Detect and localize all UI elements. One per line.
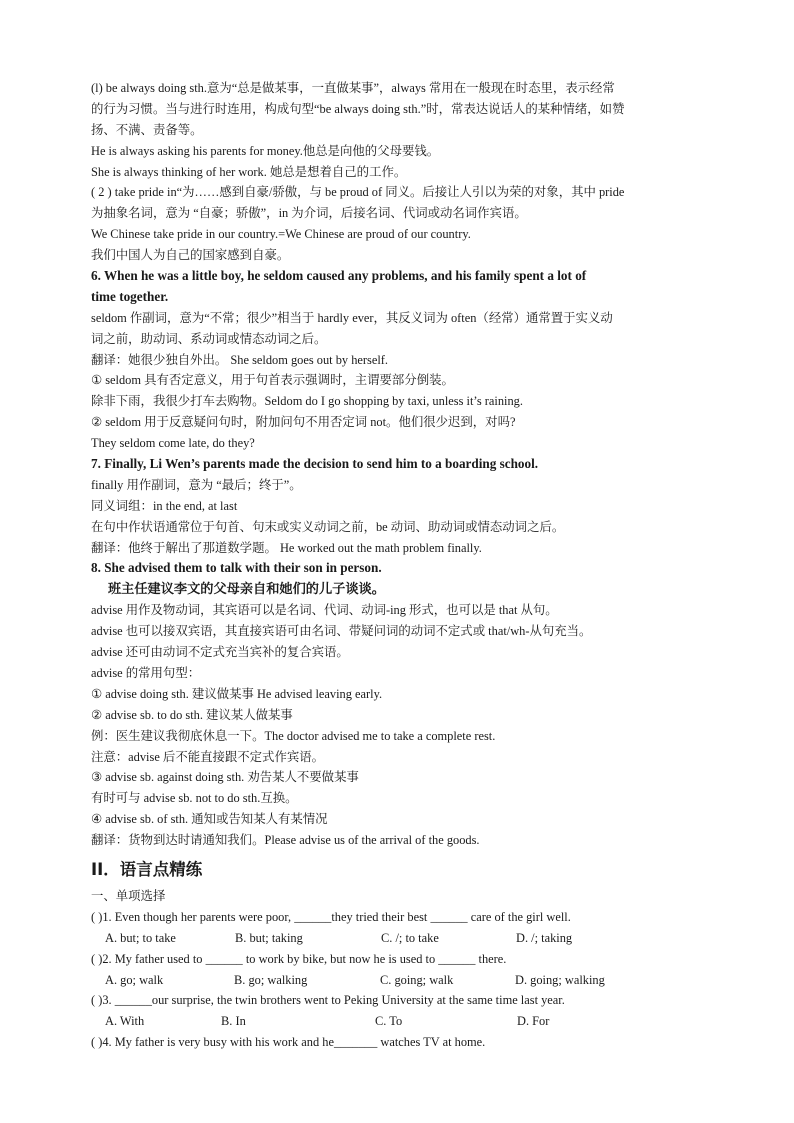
point-7	[91, 454, 703, 558]
example-line: She is always thinking of her work. 她总是想着自己的工作。	[91, 164, 407, 179]
question-2	[91, 949, 703, 991]
note-line: ③ advise sb. against doing sth. 劝告某人不要做某事	[91, 770, 359, 785]
option-d: D. going; walking	[515, 972, 605, 987]
question-options	[91, 928, 703, 949]
point-6	[91, 266, 703, 454]
note-line: 翻译：他终于解出了那道数学题。 He worked out the math problem finally.	[91, 540, 482, 555]
example-line: We Chinese take pride in our country.=We Chinese are proud of our country.	[91, 227, 471, 242]
option-c: C. /; to take	[381, 930, 439, 945]
note-line: 的行为习惯。当与进行时连用，构成句型“be always doing sth.”时，常表达说话人的某种情绪，如赞	[91, 101, 625, 116]
question-options	[91, 1011, 703, 1032]
option-b: B. go; walking	[234, 972, 308, 987]
point-6-heading: 6. When he was a little boy, he seldom caused any problems, and his family spent a lot of	[91, 268, 587, 284]
note-line: seldom 作副词，意为“不常；很少”相当于 hardly ever，其反义词为 often（经常）通常置于实义动	[91, 310, 613, 325]
question-stem: ( )2. My father used to ______ to work by bike, but now he is used to ______ there.	[91, 951, 507, 966]
option-b: B. but; taking	[235, 930, 303, 945]
option-a: A. go; walk	[105, 972, 164, 987]
question-4	[91, 1032, 703, 1053]
option-a: A. With	[105, 1014, 145, 1029]
option-d: D. /; taking	[516, 930, 573, 945]
note-line: They seldom come late, do they?	[91, 436, 255, 451]
question-1	[91, 907, 703, 949]
note-line: advise 用作及物动词，其宾语可以是名词、代词、动词-ing 形式，也可以是 that 从句。	[91, 603, 558, 618]
note-line: 为抽象名词，意为 “自豪；骄傲”，in 为介词，后接名词、代词或动名词作宾语。	[91, 206, 527, 221]
point-8-heading: 8. She advised them to talk with their son in person.	[91, 560, 382, 576]
note-line: ② seldom 用于反意疑问句时，附加问句不用否定词 not。他们很少迟到，对吗?	[91, 415, 516, 430]
question-stem: ( )3. ______our surprise, the twin brothers went to Peking University at the same time last year.	[91, 993, 565, 1008]
question-stem: ( )4. My father is very busy with his work and he_______ watches TV at home.	[91, 1035, 486, 1050]
option-c: C. going; walk	[380, 972, 454, 987]
option-d: D. For	[517, 1014, 550, 1029]
note-line: 同义词组：in the end, at last	[91, 498, 238, 513]
note-line: 例：医生建议我彻底休息一下。The doctor advised me to take a complete rest.	[91, 728, 496, 743]
section-subtitle: 一、单项选择	[91, 888, 166, 903]
note-line: 除非下雨，我很少打车去购物。Seldom do I go shopping by taxi, unless it’s raining.	[91, 394, 523, 409]
document-page	[91, 78, 703, 1053]
note-line: advise 还可由动词不定式充当宾补的复合宾语。	[91, 645, 349, 660]
note-line: 翻译：她很少独自外出。 She seldom goes out by herself.	[91, 352, 389, 367]
question-3	[91, 990, 703, 1032]
question-options	[91, 970, 703, 991]
note-line: 词之前，助动词、系动词或情态动词之后。	[91, 331, 327, 346]
point-8-translation: 班主任建议李文的父母亲自和她们的儿子谈谈。	[108, 581, 385, 597]
note-line: ④ advise sb. of sth. 通知或告知某人有某情况	[91, 812, 328, 827]
note-line: advise 的常用句型：	[91, 665, 201, 680]
question-stem: ( )1. Even though her parents were poor, ______they tried their best ______ care of the girl well.	[91, 909, 571, 924]
point-8	[91, 558, 703, 850]
point-7-heading: 7. Finally, Li Wen’s parents made the decision to send him to a boarding school.	[91, 456, 539, 472]
example-line: 我们中国人为自己的国家感到自豪。	[91, 248, 290, 263]
point-6-heading-cont: time together.	[91, 288, 169, 304]
note-line: 注意：advise 后不能直接跟不定式作宾语。	[91, 749, 325, 764]
intro-notes	[91, 78, 703, 266]
note-line: advise 也可以接双宾语，其直接宾语可由名词、带疑问词的动词不定式或 that/wh-从句充当。	[91, 624, 592, 639]
option-b: B. In	[221, 1014, 246, 1029]
option-a: A. but; to take	[105, 930, 176, 945]
note-line: (l) be always doing sth.意为“总是做某事，一直做某事”，always 常用在一般现在时态里，表示经常	[91, 81, 615, 95]
note-line: ① advise doing sth. 建议做某事 He advised leaving early.	[91, 686, 383, 701]
note-line: finally 用作副词，意为 “最后；终于”。	[91, 477, 302, 492]
note-line: ② advise sb. to do sth. 建议某人做某事	[91, 707, 293, 722]
example-line: He is always asking his parents for money.他总是向他的父母要钱。	[91, 143, 440, 158]
option-c: C. To	[375, 1014, 403, 1029]
note-line: 翻译：货物到达时请通知我们。Please advise us of the arrival of the goods.	[91, 833, 480, 848]
note-line: 扬、不满、责备等。	[91, 122, 203, 137]
note-line: ① seldom 具有否定意义，用于句首表示强调时，主谓要部分倒装。	[91, 373, 454, 388]
note-line: ( 2 ) take pride in“为……感到自豪/骄傲，与 be proud of 同义。后接让人引以为荣的对象，其中 pride	[91, 185, 625, 200]
section-title: II．语言点精练	[91, 859, 203, 879]
note-line: 在句中作状语通常位于句首、句末或实义动词之前，be 动词、助动词或情态动词之后。	[91, 519, 565, 534]
note-line: 有时可与 advise sb. not to do sth.互换。	[91, 791, 298, 806]
